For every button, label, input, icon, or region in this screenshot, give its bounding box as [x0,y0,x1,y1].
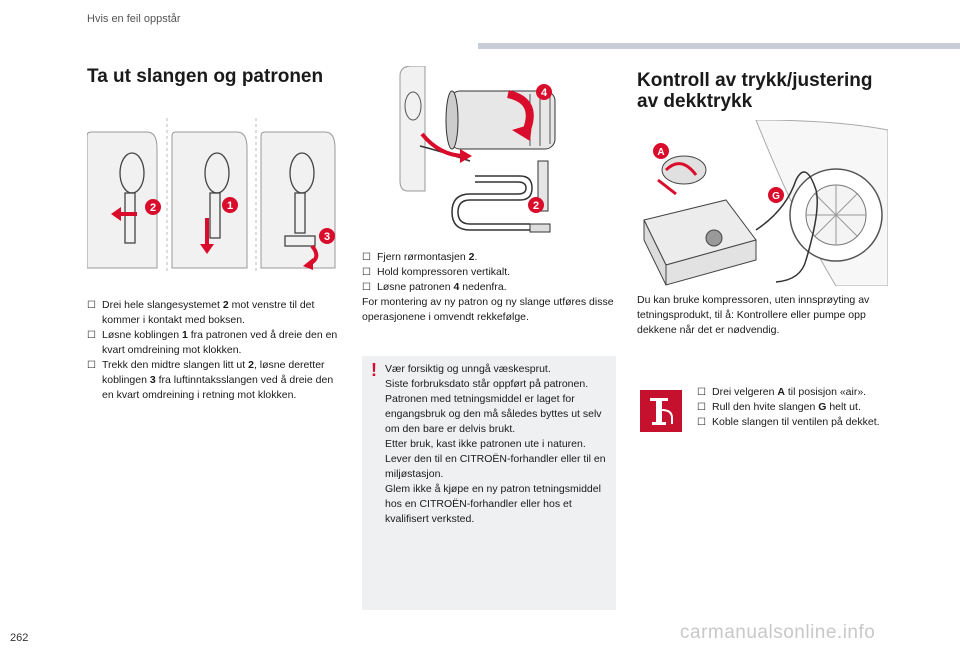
check-box-icon: ☐ [697,387,706,398]
svg-text:1: 1 [226,200,234,212]
check-box-icon: ☐ [87,300,96,311]
exclamation-icon: ! [371,360,377,380]
right-steps [697,385,897,430]
svg-text:G: G [772,191,780,202]
callout-2-left [145,199,161,215]
watermark: carmanualsonline.info [680,622,876,643]
pump-box [640,390,682,432]
page-number: 262 [10,632,29,644]
air-pump-icon [640,390,682,432]
callout-4-middle [536,84,552,100]
hose-removal-illustration [87,118,355,276]
check-box-icon: ☐ [362,282,371,293]
list-item: ☐ Koble slangen til ventilen på dekket. [697,416,880,428]
list-item: ☐ Drei velgeren A til posisjon «air». [697,386,867,398]
list-item: ☐ Hold kompressoren vertikalt. [362,266,511,278]
callout-1-left [222,197,238,213]
check-box-icon: ☐ [697,417,706,428]
middle-steps [362,250,616,295]
warning-text: Vær forsiktig og unngå væskesprut. Siste forbruksdato står oppført på patronen. Patronen med tetningsmiddel er laget for engangsbruk og den må således byttes ut selv om den bare er delvis brukt. Etter bruk, kast ikke patronen ute i naturen. Lever den til en CITROËN-forhandler eller til en miljøstasjon. Glem ikke å kjøpe en ny patron tetningsmiddel hos en CITROËN-forhandler eller hos et kvalifisert verksted. [385,363,606,525]
right-paragraph: Du kan bruke kompressoren, uten innsprøyting av tetningsprodukt, til å: Kontrollere eller pumpe opp dekkene når det er nødvendig. [637,294,870,336]
check-box-icon: ☐ [697,402,706,413]
right-title: Kontroll av trykk/justering av dekktrykk [637,70,873,112]
pressure-check-illustration [636,120,888,286]
callout-G-right [768,187,784,203]
check-box-icon: ☐ [87,360,96,371]
list-item: ☐ Rull den hvite slangen G helt ut. [697,401,861,413]
svg-text:3: 3 [323,231,331,243]
list-item: ☐ Løsne patronen 4 nedenfra. [362,281,507,293]
svg-text:2: 2 [532,200,540,212]
callout-A-right [653,143,669,159]
callout-2-middle [528,197,544,213]
svg-text:4: 4 [540,87,548,99]
check-box-icon: ☐ [362,252,371,263]
header-bar [478,43,960,49]
svg-text:2: 2 [149,202,157,214]
middle-paragraph: For montering av ny patron og ny slange utføres disse operasjonene i omvendt rekkefølge. [362,296,614,323]
check-box-icon: ☐ [87,330,96,341]
cartridge-removal-illustration [380,66,605,242]
list-item: ☐ Trekk den midtre slangen litt ut 2, løsne deretter koblingen 3 fra luftinntaksslangen ved å dreie den en kvart omdreining i retning mot klokken. [87,359,334,401]
warning-box [362,356,616,610]
section-label: Hvis en feil oppstår [87,13,181,25]
list-item: ☐ Drei hele slangesystemet 2 mot venstre til det kommer i kontakt med boksen. [87,299,315,326]
svg-text:A: A [657,147,665,158]
check-box-icon: ☐ [362,267,371,278]
left-steps [87,298,342,403]
left-title: Ta ut slangen og patronen [87,66,324,87]
list-item: ☐ Fjern rørmontasjen 2. [362,251,478,263]
list-item: ☐ Løsne koblingen 1 fra patronen ved å dreie den en kvart omdreining mot klokken. [87,329,338,356]
callout-3-left [319,228,335,244]
